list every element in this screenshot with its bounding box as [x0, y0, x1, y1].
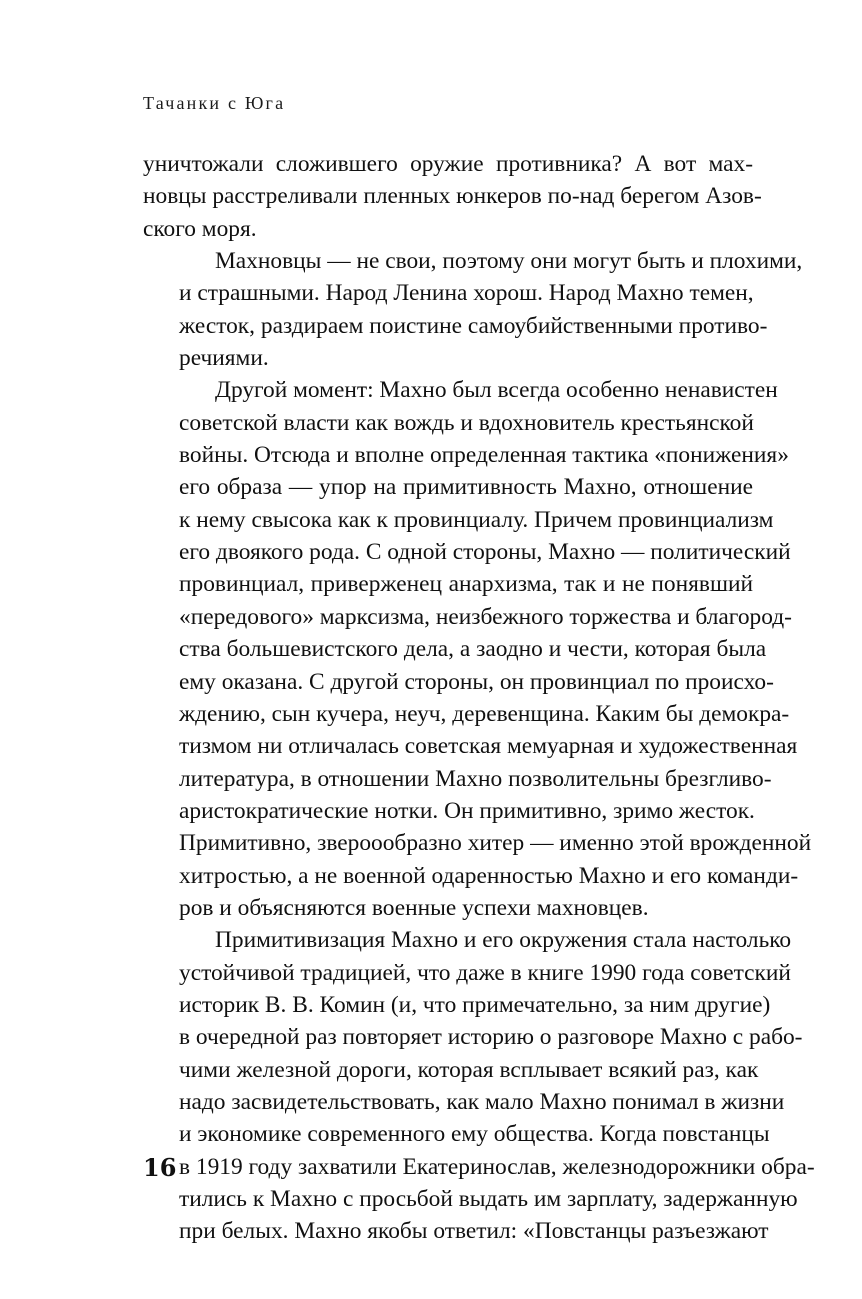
text-line: хитростью, а не военной одаренностью Махно и его команди-	[179, 862, 799, 889]
text-line: новцы расстреливали пленных юнкеров по-над берегом Азов-	[143, 183, 762, 210]
text-line: тились к Махно с просьбой выдать им зарплату, задержанную	[179, 1186, 798, 1212]
text-line: жесток, раздираем поистине самоубийственными противо-	[179, 312, 768, 339]
paragraph	[143, 245, 803, 374]
text-line: и экономике современного ему общества. Когда повстанцы	[179, 1121, 770, 1148]
text-line: уничтожали сложившего оружие противника? А вот мах-	[143, 151, 753, 177]
text-line: ства большевистского дела, а заодно и чести, которая была	[179, 636, 767, 663]
text-line: ему оказана. С другой стороны, он провинциал по происхо-	[179, 668, 774, 695]
text-line: ждению, сын кучера, неуч, деревенщина. Каким бы демокра-	[179, 700, 790, 727]
text-line: к нему свысока как к провинциалу. Причем провинциализм	[179, 506, 774, 533]
text-line: советской власти как вождь и вдохновитель крестьянской	[179, 409, 754, 436]
text-line: чими железной дороги, которая всплывает всякий раз, как	[179, 1056, 759, 1083]
text-line: ров и объясняются военные успехи махновцев.	[179, 894, 649, 921]
text-line: в очередной раз повторяет историю о разговоре Махно с рабо-	[179, 1024, 803, 1051]
text-line: тизмом ни отличалась советская мемуарная и художественная	[179, 733, 798, 760]
text-line: и страшными. Народ Ленина хорош. Народ Махно темен,	[179, 280, 754, 307]
text-line: ского моря.	[143, 215, 257, 242]
text-line: Другой момент: Махно был всегда особенно ненавистен	[215, 377, 778, 404]
text-line: историк В. В. Комин (и, что примечательно, за ним другие)	[179, 991, 771, 1018]
page-number: 16	[143, 1153, 177, 1182]
text-line: «передового» марксизма, неизбежного торжества и благород-	[179, 603, 792, 630]
text-line: речиями.	[179, 345, 269, 372]
paragraph	[143, 374, 812, 924]
text-line: Примитивно, звероообразно хитер — именно этой врожденной	[179, 830, 812, 857]
text-line: его двоякого рода. С одной стороны, Махно — политический	[179, 539, 791, 566]
text-line: аристократические нотки. Он примитивно, зримо жесток.	[179, 797, 755, 824]
text-line: войны. Отсюда и вполне определенная тактика «понижения»	[179, 442, 789, 469]
text-line: провинциал, приверженец анархизма, так и не понявший	[179, 571, 753, 598]
text-line: при белых. Махно якобы ответил: «Повстанцы разъезжают	[179, 1218, 769, 1245]
text-line: литература, в отношении Махно позволительны брезгливо-	[179, 765, 772, 792]
text-line: Примитивизация Махно и его окружения стала настолько	[215, 927, 792, 954]
text-line: Махновцы — не свои, поэтому они могут быть и плохими,	[215, 248, 803, 275]
paragraph	[143, 148, 762, 245]
text-line: в 1919 году захватили Екатеринослав, железнодорожники обра-	[179, 1153, 815, 1180]
body-text	[143, 148, 815, 1248]
paragraph	[143, 924, 815, 1247]
text-line: надо засвидетельствовать, как мало Махно понимал в жизни	[179, 1088, 785, 1115]
text-line: его образа — упор на примитивность Махно, отношение	[179, 474, 753, 501]
running-head: Тачанки с Юга	[143, 93, 286, 113]
text-line: устойчивой традицией, что даже в книге 1990 года советский	[179, 959, 791, 986]
